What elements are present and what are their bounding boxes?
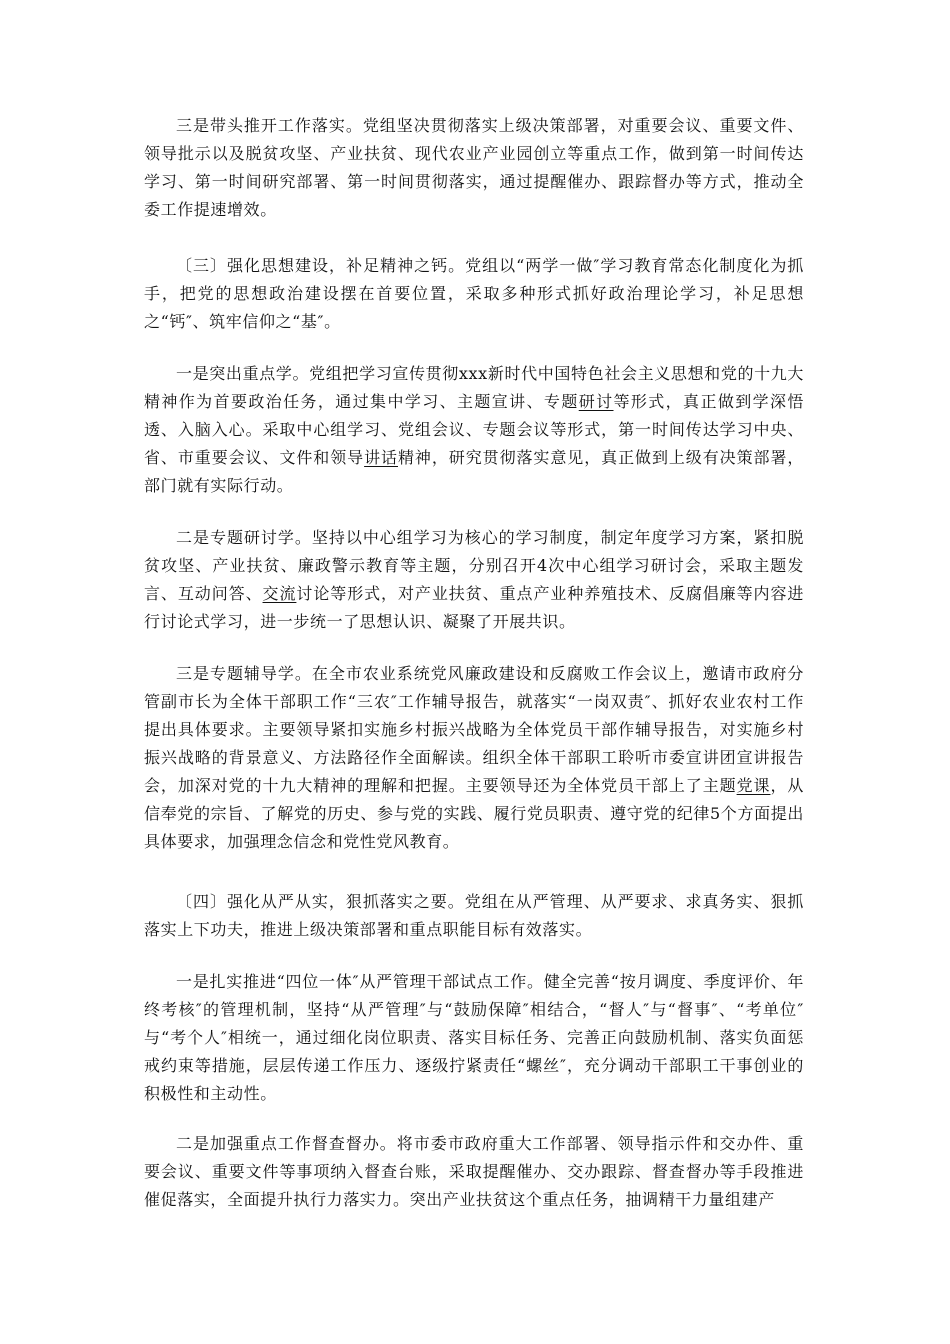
underlined-term: 党课: [736, 776, 771, 795]
paragraph-text: ，从信奉党的宗旨、了解党的历史、参与党的实践、履行党员职责、遵守党的纪律5个方面提出具体要求，加强理念信念和党性党风教育。: [144, 776, 805, 851]
paragraph-tutorial-study: [144, 660, 804, 856]
paragraph-focus-study: [144, 360, 804, 500]
underlined-term: 交流: [262, 584, 297, 603]
underlined-term: 研讨: [578, 392, 614, 411]
paragraph-pilot-work: [144, 968, 804, 1108]
paragraph-text: 精神，研究贯彻落实意见，真正做到上级有决策部署，部门就有实际行动。: [144, 448, 804, 495]
underlined-term: 讲话: [364, 448, 398, 467]
paragraph-text: 〔四〕强化从严从实，狠抓落实之要。党组在从严管理、从严要求、求真务实、狠抓落实上下功夫，推进上级决策部署和重点职能目标有效落实。: [144, 892, 804, 939]
paragraph-text: 一是突出重点学。党组把学习宣传贯彻xxx新时代中国特色社会主义思想和党的十九大精神作为首要政治任务，通过集中学习、主题宣讲、专题: [144, 364, 804, 411]
paragraph-text: 二是加强重点工作督查督办。将市委市政府重大工作部署、领导指示件和交办件、重要会议、重要文件等事项纳入督查台账，采取提醒催办、交办跟踪、督查督办等手段推进催促落实，全面提升执行力落实力。突出产业扶贫这个重点任务，抽调精干力量组建产: [144, 1134, 804, 1209]
paragraph-text: 二是专题研讨学。坚持以中心组学习为核心的学习制度，制定年度学习方案，紧扣脱贫攻坚、产业扶贫、廉政警示教育等主题，分别召开4次中心组学习研讨会，采取主题发言、互动问答、: [144, 528, 804, 603]
paragraph-text: 等形式，真正做到学深悟透、入脑入心。采取中心组学习、党组会议、专题会议等形式，第一时间传达学习中央、省、市重要会议、文件和领导: [144, 392, 804, 467]
paragraph-text: 讨论等形式，对产业扶贫、重点产业种养殖技术、反腐倡廉等内容进行讨论式学习，进一步统一了思想认识、凝聚了开展共识。: [144, 584, 805, 631]
paragraph-text: 〔三〕强化思想建设，补足精神之钙。党组以“两学一做″学习教育常态化制度化为抓手，把党的思想政治建设摆在首要位置，采取多种形式抓好政治理论学习，补足思想之“钙″、筑牢信仰之“基″。: [144, 256, 804, 331]
paragraph-text: 一是扎实推进“四位一体″从严管理干部试点工作。健全完善“按月调度、季度评价、年终考核″的管理机制，坚持“从严管理″与“鼓励保障″相结合，“督人″与“督事″、“考单位″与“考个人″相统一，通过细化岗位职责、落实目标任务、完善正向鼓励机制、落实负面惩戒约束等措施，层层传递工作压力、逐级拧紧责任“螺丝″，充分调动干部职工干事创业的积极性和主动性。: [144, 972, 804, 1103]
paragraph-strict-management: [144, 888, 804, 944]
paragraph-supervision: [144, 1130, 804, 1214]
paragraph-seminar-study: [144, 524, 804, 636]
paragraph-text: 三是专题辅导学。在全市农业系统党风廉政建设和反腐败工作会议上，邀请市政府分管副市长为全体干部职工作“三农″工作辅导报告，就落实“一岗双责″、抓好农业农村工作提出具体要求。主要领导紧扣实施乡村振兴战略为全体党员干部作辅导报告，对实施乡村振兴战略的背景意义、方法路径作全面解读。组织全体干部职工聆听市委宣讲团宣讲报告会，加深对党的十九大精神的理解和把握。主要领导还为全体党员干部上了主题: [144, 664, 804, 795]
paragraph-work-implementation: [144, 112, 804, 224]
paragraph-ideological-building: [144, 252, 804, 336]
paragraph-text: 三是带头推开工作落实。党组坚决贯彻落实上级决策部署，对重要会议、重要文件、领导批示以及脱贫攻坚、产业扶贫、现代农业产业园创立等重点工作，做到第一时间传达学习、第一时间研究部署、第一时间贯彻落实，通过提醒催办、跟踪督办等方式，推动全委工作提速增效。: [144, 116, 804, 219]
